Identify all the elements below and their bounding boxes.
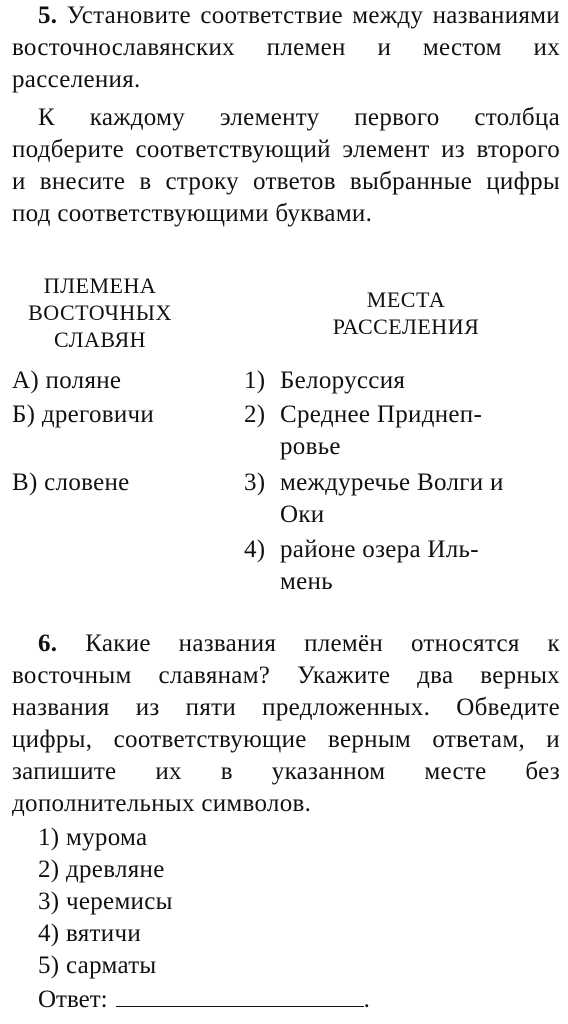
question-5-intro xyxy=(12,0,560,96)
place-text-line: междуречье Волги и xyxy=(280,469,504,496)
question-5-task: К каждому элементу первого столбца подберите соответствующий элемент из второго и внесите в строку ответов выбранные цифры под соответствующими буквами. xyxy=(12,104,560,227)
right-header-line: РАССЕЛЕНИЯ xyxy=(332,314,480,339)
right-column-header xyxy=(300,286,512,340)
option-5[interactable]: 5) сарматы xyxy=(38,952,157,979)
place-text-line: районе озера Иль- xyxy=(280,536,479,563)
right-header-line: МЕСТА xyxy=(366,287,446,312)
left-header-line: СЛАВЯН xyxy=(53,327,147,352)
tribe-item-a: А) поляне xyxy=(12,367,122,394)
place-number: 1) xyxy=(244,367,266,394)
question-6-text xyxy=(12,628,560,820)
left-header-line: ПЛЕМЕНА xyxy=(43,273,157,298)
answer-row xyxy=(38,984,370,1016)
option-1[interactable]: 1) мурома xyxy=(38,824,148,851)
answer-end: . xyxy=(363,986,370,1013)
question-6-number: 6. xyxy=(38,630,58,657)
place-text-line: Белоруссия xyxy=(280,367,406,394)
place-text-line: мень xyxy=(280,568,333,595)
place-number: 3) xyxy=(244,469,266,496)
question-6-body: Какие названия племён относятся к восточным славянам? Укажите два верных названия из пяти предложенных. Обведите цифры, соответствующие верным ответам, и запишите их в указанном месте без дополнительных символов. xyxy=(12,630,560,817)
place-item-2 xyxy=(244,399,560,463)
answer-field[interactable] xyxy=(116,984,364,1007)
option-4[interactable]: 4) вятичи xyxy=(38,920,142,947)
option-2[interactable]: 2) древляне xyxy=(38,856,165,883)
tribe-item-v: В) словене xyxy=(12,469,130,496)
place-item-3 xyxy=(244,467,560,531)
place-item-4 xyxy=(244,534,560,598)
question-5-intro-text: Установите соответствие между названиями восточнославянских племен и местом их расселения. xyxy=(12,2,560,93)
question-5-number: 5. xyxy=(38,2,58,29)
place-text-line: Оки xyxy=(280,501,325,528)
left-header-line: ВОСТОЧНЫХ xyxy=(28,300,172,325)
option-3[interactable]: 3) черемисы xyxy=(38,888,173,915)
place-number: 2) xyxy=(244,401,266,428)
place-number: 4) xyxy=(244,536,266,563)
place-text-line: ровье xyxy=(280,433,341,460)
tribe-item-b: Б) дреговичи xyxy=(12,401,155,428)
place-item-1 xyxy=(244,365,560,397)
place-text-line: Среднее Приднеп- xyxy=(280,401,483,428)
answer-label: Ответ: xyxy=(38,986,108,1013)
left-column-header xyxy=(12,272,188,353)
